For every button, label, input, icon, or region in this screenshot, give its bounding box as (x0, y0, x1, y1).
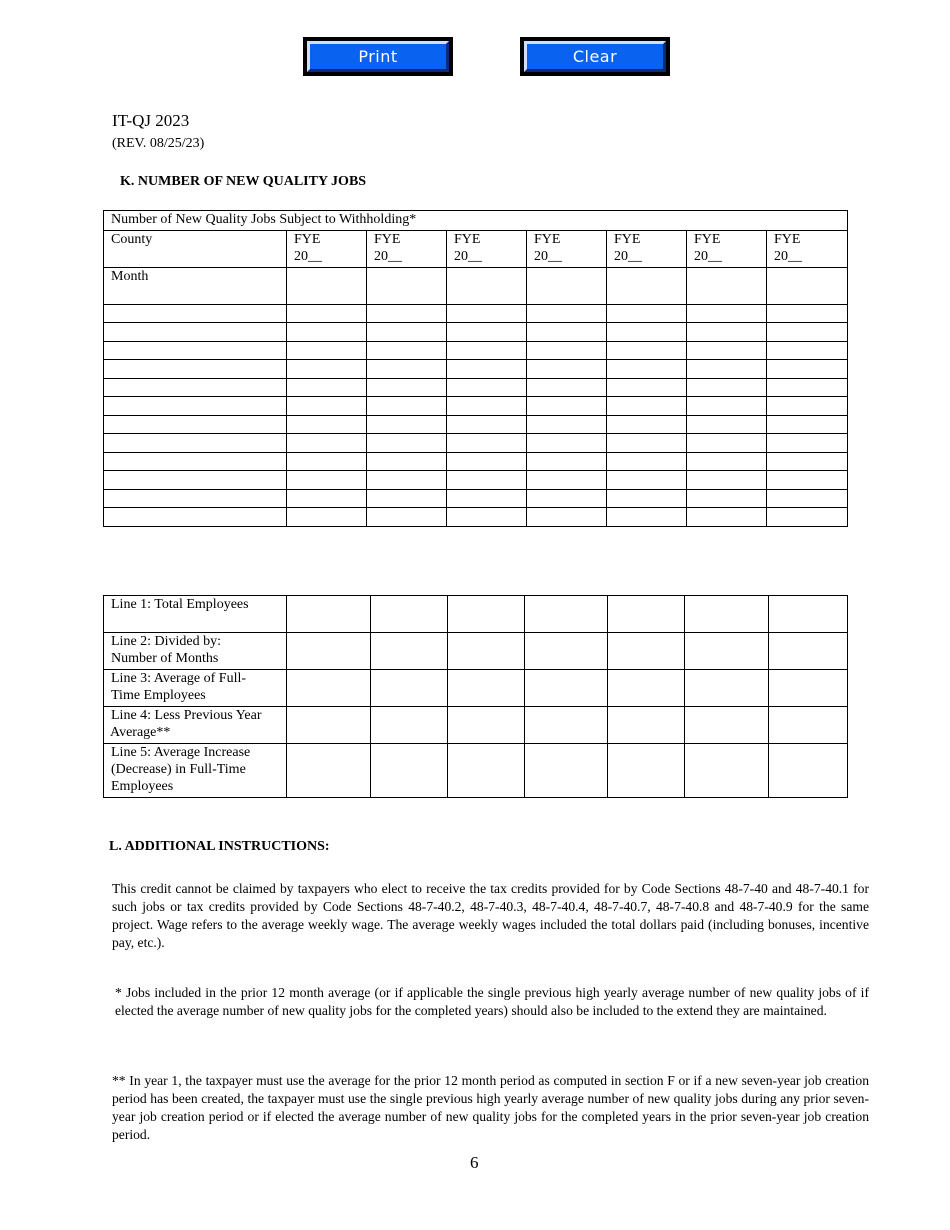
fye-header (287, 231, 367, 268)
input-cell[interactable] (687, 342, 767, 360)
input-cell[interactable] (371, 707, 448, 744)
summary-label-text: (Decrease) in Full-Time (111, 762, 246, 777)
input-cell[interactable] (448, 744, 525, 798)
input-cell[interactable] (527, 342, 607, 360)
table-row (104, 305, 848, 323)
table-row (104, 323, 848, 342)
input-cell[interactable] (525, 633, 608, 670)
fye-year-field[interactable]: 20__ (774, 249, 802, 264)
input-cell[interactable] (767, 453, 848, 471)
summary-row (104, 744, 848, 798)
fye-header (367, 231, 447, 268)
fye-header (447, 231, 527, 268)
input-cell[interactable] (367, 360, 447, 379)
input-cell[interactable] (367, 471, 447, 490)
input-cell[interactable] (371, 633, 448, 670)
input-cell[interactable] (287, 744, 371, 798)
summary-label-text: Time Employees (111, 688, 206, 703)
print-button[interactable]: Print (307, 41, 449, 72)
input-cell[interactable] (527, 379, 607, 397)
input-cell[interactable] (525, 670, 608, 707)
input-cell[interactable] (687, 305, 767, 323)
input-cell[interactable] (287, 268, 367, 305)
input-cell[interactable] (448, 596, 525, 633)
summary-row (104, 670, 848, 707)
input-cell[interactable] (447, 342, 527, 360)
input-cell[interactable] (767, 305, 848, 323)
input-cell[interactable] (767, 360, 848, 379)
input-cell[interactable] (527, 305, 607, 323)
input-cell[interactable] (527, 360, 607, 379)
clear-button-frame (520, 37, 670, 76)
input-cell[interactable] (287, 633, 371, 670)
input-cell[interactable] (287, 416, 367, 434)
input-cell[interactable] (447, 453, 527, 471)
summary-line-label (104, 707, 287, 744)
fye-header (607, 231, 687, 268)
input-cell[interactable] (767, 323, 848, 342)
input-cell[interactable] (687, 397, 767, 416)
fye-label: FYE (774, 232, 801, 247)
input-cell[interactable] (607, 508, 687, 527)
input-cell[interactable] (447, 490, 527, 508)
input-cell[interactable] (367, 268, 447, 305)
table-row (104, 379, 848, 397)
summary-row (104, 596, 848, 633)
summary-line-label (104, 633, 287, 670)
fye-year-field[interactable]: 20__ (534, 249, 562, 264)
input-cell[interactable] (287, 305, 367, 323)
input-cell[interactable] (769, 670, 848, 707)
input-cell[interactable] (447, 379, 527, 397)
input-cell[interactable] (685, 744, 769, 798)
input-cell[interactable] (527, 323, 607, 342)
summary-label-text: Average** (110, 725, 171, 740)
table-row (104, 360, 848, 379)
input-cell[interactable] (527, 268, 607, 305)
county-month-cell[interactable] (104, 379, 287, 397)
input-cell[interactable] (287, 490, 367, 508)
input-cell[interactable] (527, 416, 607, 434)
input-cell[interactable] (607, 323, 687, 342)
summary-label-text: Line 4: Less Previous Year (111, 708, 262, 723)
table-row (104, 342, 848, 360)
input-cell[interactable] (767, 434, 848, 453)
table-row (104, 490, 848, 508)
fye-label: FYE (454, 232, 481, 247)
input-cell[interactable] (607, 471, 687, 490)
county-month-cell[interactable] (104, 305, 287, 323)
summary-label-text: Line 3: Average of Full- (111, 671, 247, 686)
input-cell[interactable] (687, 471, 767, 490)
input-cell[interactable] (525, 596, 608, 633)
summary-row (104, 707, 848, 744)
input-cell[interactable] (287, 360, 367, 379)
fye-header (527, 231, 607, 268)
input-cell[interactable] (767, 379, 848, 397)
county-month-cell[interactable] (104, 471, 287, 490)
input-cell[interactable] (685, 633, 769, 670)
input-cell[interactable] (685, 707, 769, 744)
input-cell[interactable] (371, 744, 448, 798)
section-l-title: L. ADDITIONAL INSTRUCTIONS: (109, 839, 330, 854)
input-cell[interactable] (367, 490, 447, 508)
summary-row (104, 633, 848, 670)
input-cell[interactable] (287, 453, 367, 471)
input-cell[interactable] (608, 744, 685, 798)
fye-label: FYE (294, 232, 321, 247)
section-k-title: K. NUMBER OF NEW QUALITY JOBS (120, 174, 367, 189)
input-cell[interactable] (448, 633, 525, 670)
input-cell[interactable] (527, 508, 607, 527)
instruction-paragraph-1: This credit cannot be claimed by taxpayers who elect to receive the tax credits provided for by Code Sections 48-7-40 and 48-7-40.1 for such jobs or tax credits provided by Code Sections 48-7-40.2, 48-7-40.3, 48-7-40.4, 48-7-40.7, 48-7-40.8 and 48-7-40.9 for the same project. Wage refers to the average weekly wage. The average weekly wages included the total dollars paid (including bonuses, incentive pay, etc.). (112, 881, 869, 950)
county-month-cell[interactable] (104, 323, 287, 342)
input-cell[interactable] (287, 397, 367, 416)
county-month-cell[interactable] (104, 360, 287, 379)
input-cell[interactable] (767, 416, 848, 434)
input-cell[interactable] (607, 434, 687, 453)
fye-year-field[interactable]: 20__ (614, 249, 642, 264)
input-cell[interactable] (767, 508, 848, 527)
summary-label-text: Line 5: Average Increase (111, 745, 251, 760)
input-cell[interactable] (367, 342, 447, 360)
summary-label-text: Employees (111, 779, 174, 794)
table-row (104, 471, 848, 490)
input-cell[interactable] (371, 670, 448, 707)
input-cell[interactable] (608, 633, 685, 670)
input-cell[interactable] (687, 453, 767, 471)
input-cell[interactable] (287, 670, 371, 707)
input-cell[interactable] (367, 397, 447, 416)
input-cell[interactable] (767, 490, 848, 508)
input-cell[interactable] (687, 508, 767, 527)
county-month-cell[interactable] (104, 397, 287, 416)
input-cell[interactable] (527, 453, 607, 471)
input-cell[interactable] (287, 434, 367, 453)
input-cell[interactable] (687, 416, 767, 434)
input-cell[interactable] (447, 305, 527, 323)
fye-label: FYE (534, 232, 561, 247)
instruction-paragraph-3: ** In year 1, the taxpayer must use the average for the prior 12 month period as computed in section F or if a new seven-year job creation period has been created, the taxpayer must use the single previous high yearly average number of new quality jobs during any prior seven-year job creation period or if elected the average number of new quality jobs for the completed years in the prior seven-year job creation period. (112, 1073, 869, 1142)
print-button-frame (303, 37, 453, 76)
input-cell[interactable] (367, 508, 447, 527)
summary-line-label (104, 744, 287, 798)
summary-line-label (104, 670, 287, 707)
table-row (104, 508, 848, 527)
summary-label-text: Number of Months (111, 651, 219, 666)
input-cell[interactable] (767, 471, 848, 490)
fye-header (767, 231, 848, 268)
input-cell[interactable] (769, 707, 848, 744)
input-cell[interactable] (607, 342, 687, 360)
input-cell[interactable] (527, 490, 607, 508)
quality-jobs-table (103, 210, 848, 527)
input-cell[interactable] (687, 323, 767, 342)
input-cell[interactable] (767, 342, 848, 360)
county-month-cell[interactable] (104, 434, 287, 453)
input-cell[interactable] (287, 342, 367, 360)
input-cell[interactable] (607, 416, 687, 434)
input-cell[interactable] (447, 416, 527, 434)
input-cell[interactable] (687, 434, 767, 453)
input-cell[interactable] (607, 360, 687, 379)
summary-label-text: Line 1: Total Employees (111, 597, 249, 612)
county-month-cell[interactable] (104, 490, 287, 508)
input-cell[interactable] (367, 434, 447, 453)
input-cell[interactable] (367, 453, 447, 471)
county-month-cell[interactable] (104, 508, 287, 527)
table-row (104, 397, 848, 416)
summary-line-label (104, 596, 287, 633)
input-cell[interactable] (447, 268, 527, 305)
input-cell[interactable] (287, 379, 367, 397)
input-cell[interactable] (767, 397, 848, 416)
input-cell[interactable] (607, 490, 687, 508)
input-cell[interactable] (447, 323, 527, 342)
input-cell[interactable] (447, 471, 527, 490)
county-header: County (104, 231, 287, 268)
input-cell[interactable] (685, 596, 769, 633)
summary-table (103, 595, 848, 798)
input-cell[interactable] (769, 596, 848, 633)
input-cell[interactable] (608, 707, 685, 744)
input-cell[interactable] (448, 670, 525, 707)
input-cell[interactable] (447, 397, 527, 416)
input-cell[interactable] (687, 490, 767, 508)
input-cell[interactable] (287, 508, 367, 527)
input-cell[interactable] (767, 268, 848, 305)
fye-label: FYE (374, 232, 401, 247)
input-cell[interactable] (769, 633, 848, 670)
revision-date: (REV. 08/25/23) (112, 136, 205, 151)
table-row (104, 434, 848, 453)
input-cell[interactable] (527, 471, 607, 490)
county-month-cell[interactable] (104, 342, 287, 360)
input-cell[interactable] (527, 397, 607, 416)
input-cell[interactable] (525, 707, 608, 744)
input-cell[interactable] (607, 379, 687, 397)
input-cell[interactable] (525, 744, 608, 798)
input-cell[interactable] (367, 323, 447, 342)
input-cell[interactable] (608, 596, 685, 633)
county-month-cell[interactable] (104, 416, 287, 434)
summary-label-text: Line 2: Divided by: (111, 634, 222, 649)
input-cell[interactable] (287, 596, 371, 633)
input-cell[interactable] (607, 268, 687, 305)
form-id: IT-QJ 2023 (112, 111, 190, 130)
fye-year-field[interactable]: 20__ (374, 249, 402, 264)
input-cell[interactable] (447, 360, 527, 379)
input-cell[interactable] (367, 416, 447, 434)
input-cell[interactable] (371, 596, 448, 633)
page-number: 6 (470, 1153, 479, 1172)
fye-year-field[interactable]: 20__ (694, 249, 722, 264)
input-cell[interactable] (287, 323, 367, 342)
fye-year-field[interactable]: 20__ (454, 249, 482, 264)
input-cell[interactable] (687, 268, 767, 305)
input-cell[interactable] (687, 379, 767, 397)
table-title: Number of New Quality Jobs Subject to Withholding* (104, 211, 848, 231)
fye-label: FYE (694, 232, 721, 247)
clear-button[interactable]: Clear (524, 41, 666, 72)
input-cell[interactable] (607, 397, 687, 416)
input-cell[interactable] (685, 670, 769, 707)
month-header: Month (104, 268, 287, 305)
input-cell[interactable] (607, 453, 687, 471)
county-month-cell[interactable] (104, 453, 287, 471)
input-cell[interactable] (287, 707, 371, 744)
fye-label: FYE (614, 232, 641, 247)
input-cell[interactable] (447, 434, 527, 453)
input-cell[interactable] (607, 305, 687, 323)
input-cell[interactable] (769, 744, 848, 798)
table-row (104, 453, 848, 471)
instruction-paragraph-2: * Jobs included in the prior 12 month average (or if applicable the single previous high yearly average number of new quality jobs of if elected the average number of new quality jobs for the completed years) should also be included to the extend they are maintained. (115, 985, 869, 1018)
input-cell[interactable] (367, 379, 447, 397)
input-cell[interactable] (687, 360, 767, 379)
input-cell[interactable] (367, 305, 447, 323)
input-cell[interactable] (287, 471, 367, 490)
input-cell[interactable] (527, 434, 607, 453)
table-row (104, 416, 848, 434)
input-cell[interactable] (608, 670, 685, 707)
fye-header (687, 231, 767, 268)
input-cell[interactable] (448, 707, 525, 744)
input-cell[interactable] (447, 508, 527, 527)
fye-year-field[interactable]: 20__ (294, 249, 322, 264)
